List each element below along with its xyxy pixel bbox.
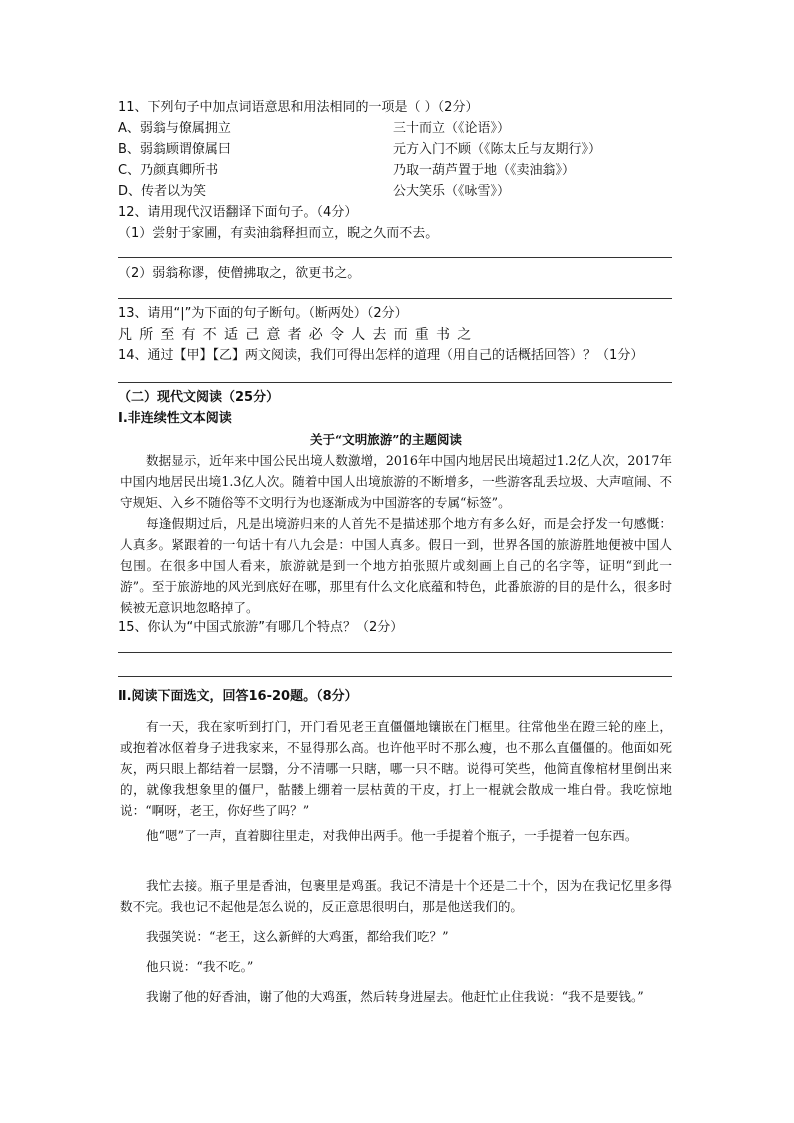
reading-paragraph-3: 我忙去接。瓶子里是香油，包裹里是鸡蛋。我记不清是十个还是二十个，因为在我记忆里多得数不完。我也记不起他是怎么说的，反正意思很明白，那是他送我们的。 [120,878,672,914]
q11-option-d-ref: 公大笑乐（《咏雪》） [393,184,511,199]
reading-paragraph-1: 有一天，我在家听到打门，开门看见老王直僵僵地镶嵌在门框里。往常他坐在蹬三轮的座上，或抱着冰伛着身子进我家来，不显得那么高。也许他平时不那么瘦，也不那么直僵僵的。他面如死灰，两只眼上都结着一层翳，分不清哪一只瞎，哪一只不瞎。说得可笑些，他简直像棺材里倒出来的，就像我想象里的僵尸，骷髅上绷着一层枯黄的干皮，打上一棍就会散成一堆白骨。我吃惊地说：“啊呀，老王，你好些了吗？” [120,719,672,818]
q15-answer-line-2[interactable] [118,676,672,677]
q11-option-a: A、弱翁与僚属拥立 [118,121,231,136]
q11-option-b-ref: 元方入门不顾（《陈太丘与友期行》） [393,142,602,157]
q12-answer-line-2[interactable] [118,298,672,299]
q11-option-a-ref: 三十而立（《论语》） [393,121,511,136]
q11-option-b: B、弱翁顾谓僚属曰 [118,142,231,157]
q14-stem: 14、通过【甲】【乙】两文阅读，我们可得出怎样的道理（用自己的话概括回答）？（1分） [118,348,644,363]
reading-paragraph-5: 他只说：“我不吃。” [146,959,254,974]
q13-sentence: 凡所至有不适己意者必令人去而重书之 [118,327,479,343]
article-title: 关于“文明旅游”的主题阅读 [310,432,462,447]
q15-stem: 15、你认为“中国式旅游”有哪几个特点？（2分） [118,620,404,635]
reading-paragraph-6: 我谢了他的好香油，谢了他的大鸡蛋，然后转身进屋去。他赶忙止住我说：“我不是要钱。” [146,989,644,1004]
section2-part1-title: Ⅰ.非连续性文本阅读 [118,411,232,426]
q11-option-c: C、乃颜真卿所书 [118,163,219,178]
reading-paragraph-4: 我强笑说：“老王，这么新鲜的大鸡蛋，都给我们吃？” [146,929,449,944]
q11-option-c-ref: 乃取一葫芦置于地（《卖油翁》） [393,163,576,178]
article-paragraph-2: 每逢假期过后，凡是出境游归来的人首先不是描述那个地方有多么好，而是会抒发一句感慨：人真多。紧跟着的一句话十有八九会是：中国人真多。假日一到，世界各国的旅游胜地便被中国人包围。在很多中国人看来，旅游就是到一个地方拍张照片或刻画上自己的名字等，证明“到此一游”。至于旅游地的风光到底好在哪，那里有什么文化底蕴和特色，此番旅游的目的是什么，很多时候被无意识地忽略掉了。 [120,516,672,615]
section2-header: （二）现代文阅读（25分） [118,390,280,405]
q12-stem: 12、请用现代汉语翻译下面句子。（4分） [118,205,358,220]
section2-part2-title: Ⅱ.阅读下面选文，回答16-20题。（8分） [118,689,358,704]
q14-answer-line[interactable] [118,382,672,383]
q11-stem: 11、下列句子中加点词语意思和用法相同的一项是（ ）（2分） [118,100,479,115]
q12-answer-line-1[interactable] [118,257,672,258]
q11-option-d: D、传者以为笑 [118,184,207,199]
q12-sentence-2: （2）弱翁称谬，使僧拂取之，欲更书之。 [118,266,361,281]
q13-stem: 13、请用“|”为下面的句子断句。（断两处）（2分） [118,306,408,321]
article-paragraph-1: 数据显示，近年来中国公民出境人数激增，2016年中国内地居民出境超过1.2亿人次，2017年中国内地居民出境1.3亿人次。随着中国人出境旅游的不断增多，一些游客乱丢垃圾、大声喧闹、不守规矩、入乡不随俗等不文明行为也逐渐成为中国游客的专属“标签”。 [120,453,672,510]
q12-sentence-1: （1）尝射于家圃，有卖油翁释担而立，睨之久而不去。 [118,226,439,241]
reading-paragraph-2: 他“嗯”了一声，直着脚往里走，对我伸出两手。他一手提着个瓶子，一手提着一包东西。 [146,828,638,843]
q15-answer-line-1[interactable] [118,652,672,653]
